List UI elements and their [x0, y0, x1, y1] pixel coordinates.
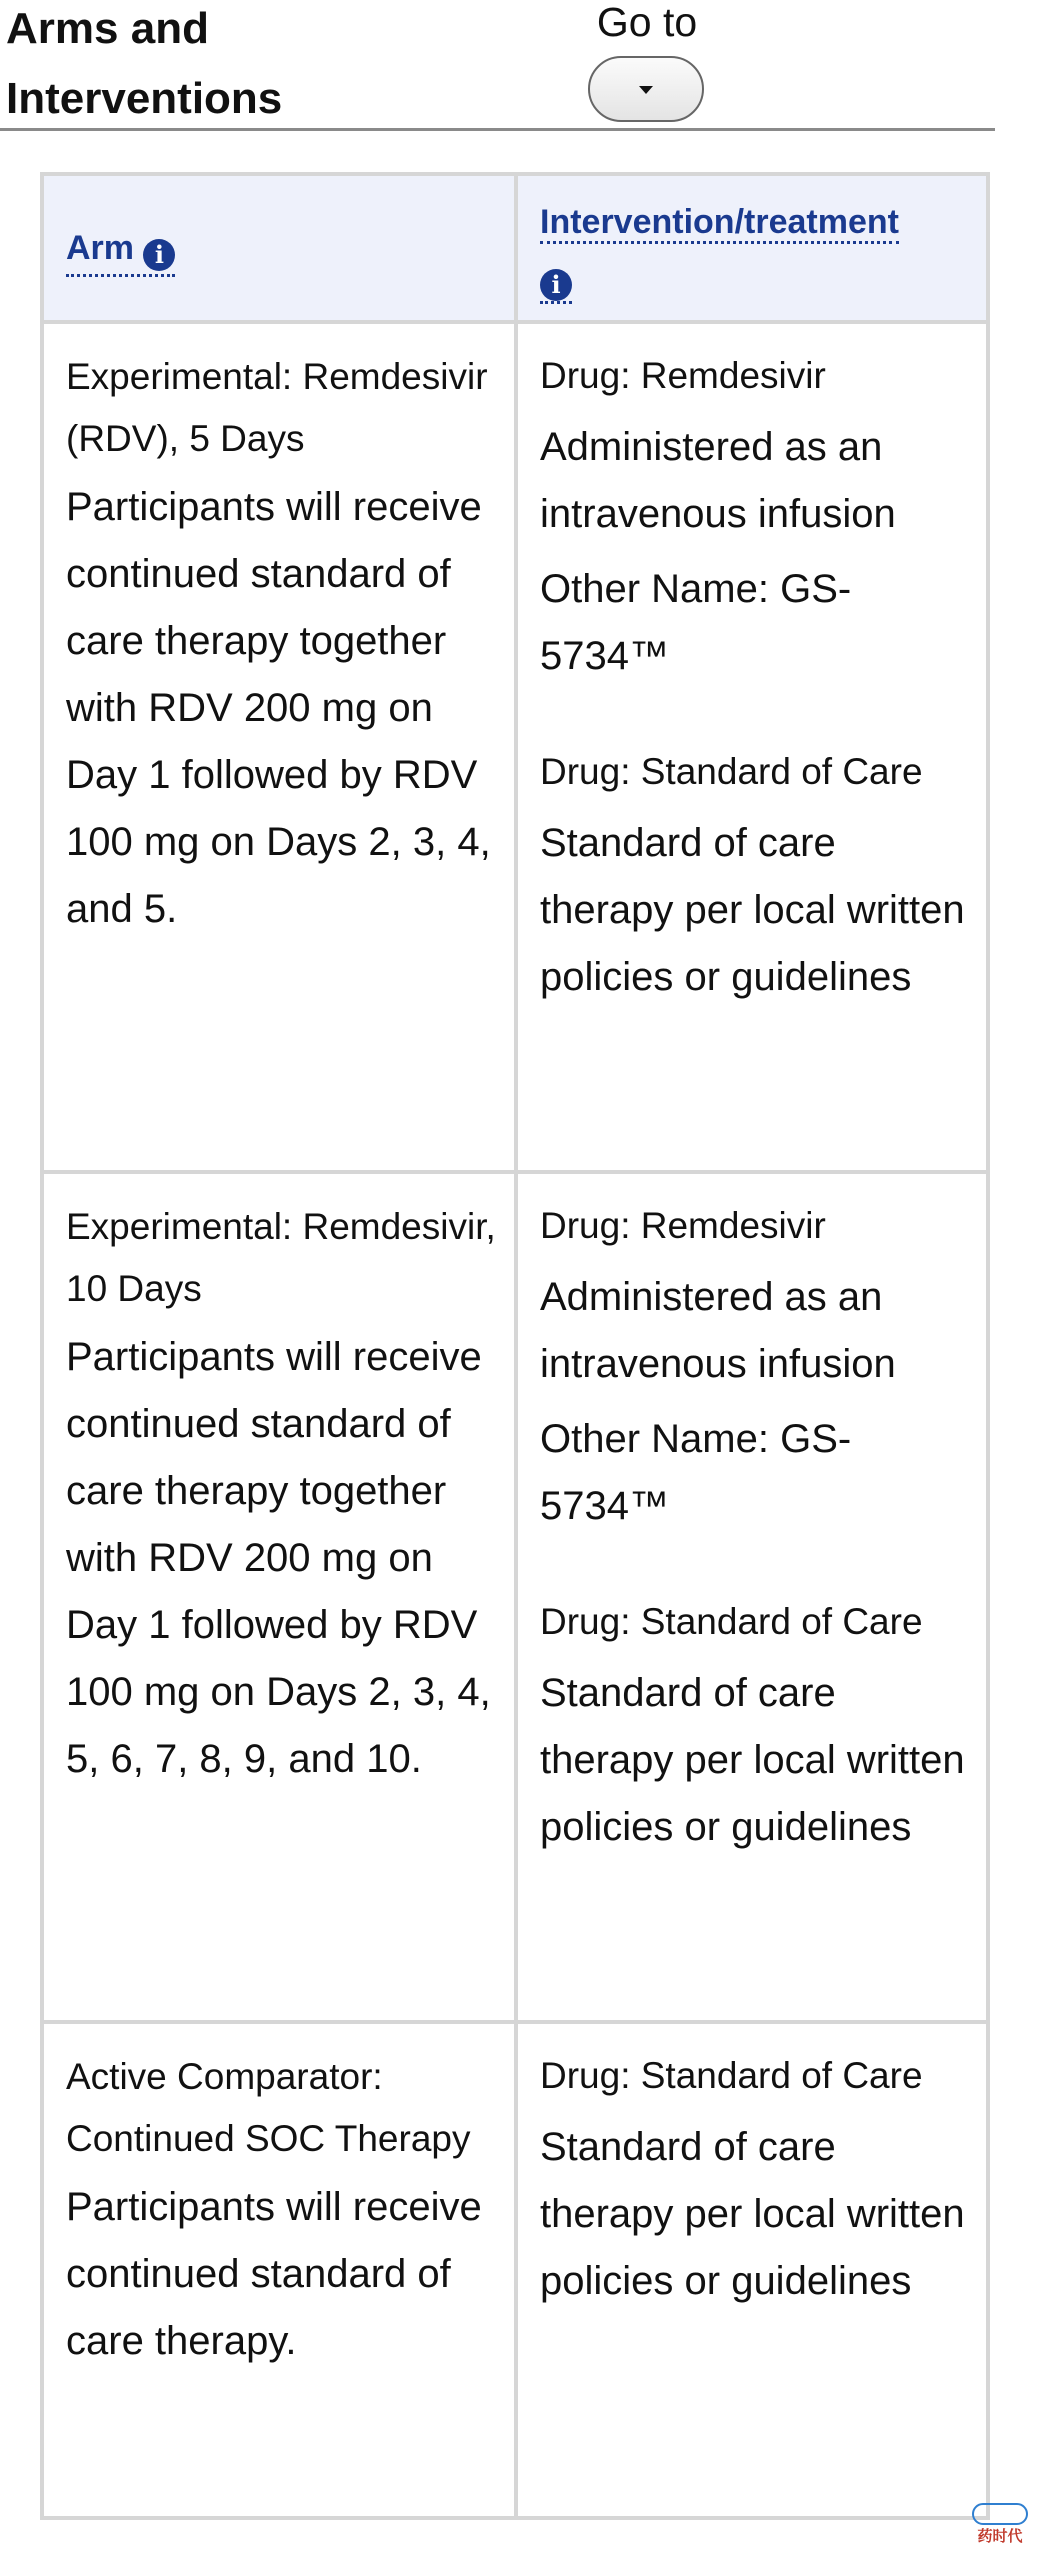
- table-row: [42, 1172, 988, 2022]
- intervention-item: [540, 1196, 968, 1540]
- watermark-badge-icon: [972, 2503, 1028, 2525]
- intervention-other-name: Other Name: GS-5734™: [540, 1417, 852, 1528]
- column-header-arm-label: Arm: [66, 229, 135, 267]
- arm-description: Participants will receive continued standard of care therapy together with RDV 200 mg on Day 1 followed by RDV 100 mg on Days 2, 3, 4, 5, 6, 7, 8, 9, and 10.: [66, 1335, 491, 1781]
- arm-label: Experimental: Remdesivir, 10 Days: [66, 1206, 496, 1309]
- intervention-name: Drug: Standard of Care: [540, 751, 923, 792]
- table-header-row: [42, 174, 988, 322]
- arm-cell: [42, 322, 516, 1172]
- intervention-item: [540, 742, 968, 1011]
- watermark-text: 药时代: [977, 2528, 1023, 2545]
- intervention-description: Standard of care therapy per local written policies or guidelines: [540, 2125, 965, 2303]
- arm-cell: [42, 1172, 516, 2022]
- header-divider: [0, 128, 995, 131]
- info-icon[interactable]: i: [143, 239, 175, 271]
- column-header-intervention-label: Intervention/treatment: [540, 203, 899, 244]
- arm-description: Participants will receive continued standard of care therapy together with RDV 200 mg on Day 1 followed by RDV 100 mg on Days 2, 3, 4, and 5.: [66, 485, 491, 931]
- watermark-logo: [968, 2503, 1032, 2555]
- intervention-item: [540, 346, 968, 690]
- chevron-down-icon: [639, 86, 653, 94]
- intervention-item: [540, 2046, 968, 2315]
- arm-cell: [42, 2022, 516, 2518]
- intervention-description: Administered as an intravenous infusion: [540, 1275, 896, 1386]
- intervention-cell: [516, 1172, 988, 2022]
- intervention-name: Drug: Standard of Care: [540, 1601, 923, 1642]
- arm-label: Experimental: Remdesivir (RDV), 5 Days: [66, 356, 488, 459]
- intervention-other-name: Other Name: GS-5734™: [540, 567, 852, 678]
- intervention-cell: [516, 322, 988, 1172]
- column-header-arm[interactable]: [42, 174, 516, 322]
- table-row: [42, 2022, 988, 2518]
- arm-label: Active Comparator: Continued SOC Therapy: [66, 2056, 471, 2159]
- column-header-intervention[interactable]: [516, 174, 988, 322]
- intervention-description: Standard of care therapy per local written policies or guidelines: [540, 821, 965, 999]
- table-row: [42, 322, 988, 1172]
- section-title: Arms and Interventions: [6, 4, 283, 123]
- intervention-description: Administered as an intravenous infusion: [540, 425, 896, 536]
- intervention-name: Drug: Standard of Care: [540, 2055, 923, 2096]
- arm-description: Participants will receive continued standard of care therapy.: [66, 2185, 482, 2363]
- intervention-cell: [516, 2022, 988, 2518]
- intervention-name: Drug: Remdesivir: [540, 355, 826, 396]
- info-icon[interactable]: i: [540, 269, 572, 301]
- goto-dropdown-button[interactable]: [588, 56, 704, 122]
- section-header: [0, 0, 1040, 132]
- arms-interventions-table: [40, 172, 990, 2520]
- intervention-name: Drug: Remdesivir: [540, 1205, 826, 1246]
- intervention-description: Standard of care therapy per local written policies or guidelines: [540, 1671, 965, 1849]
- goto-label: Go to: [596, 0, 698, 45]
- intervention-item: [540, 1592, 968, 1861]
